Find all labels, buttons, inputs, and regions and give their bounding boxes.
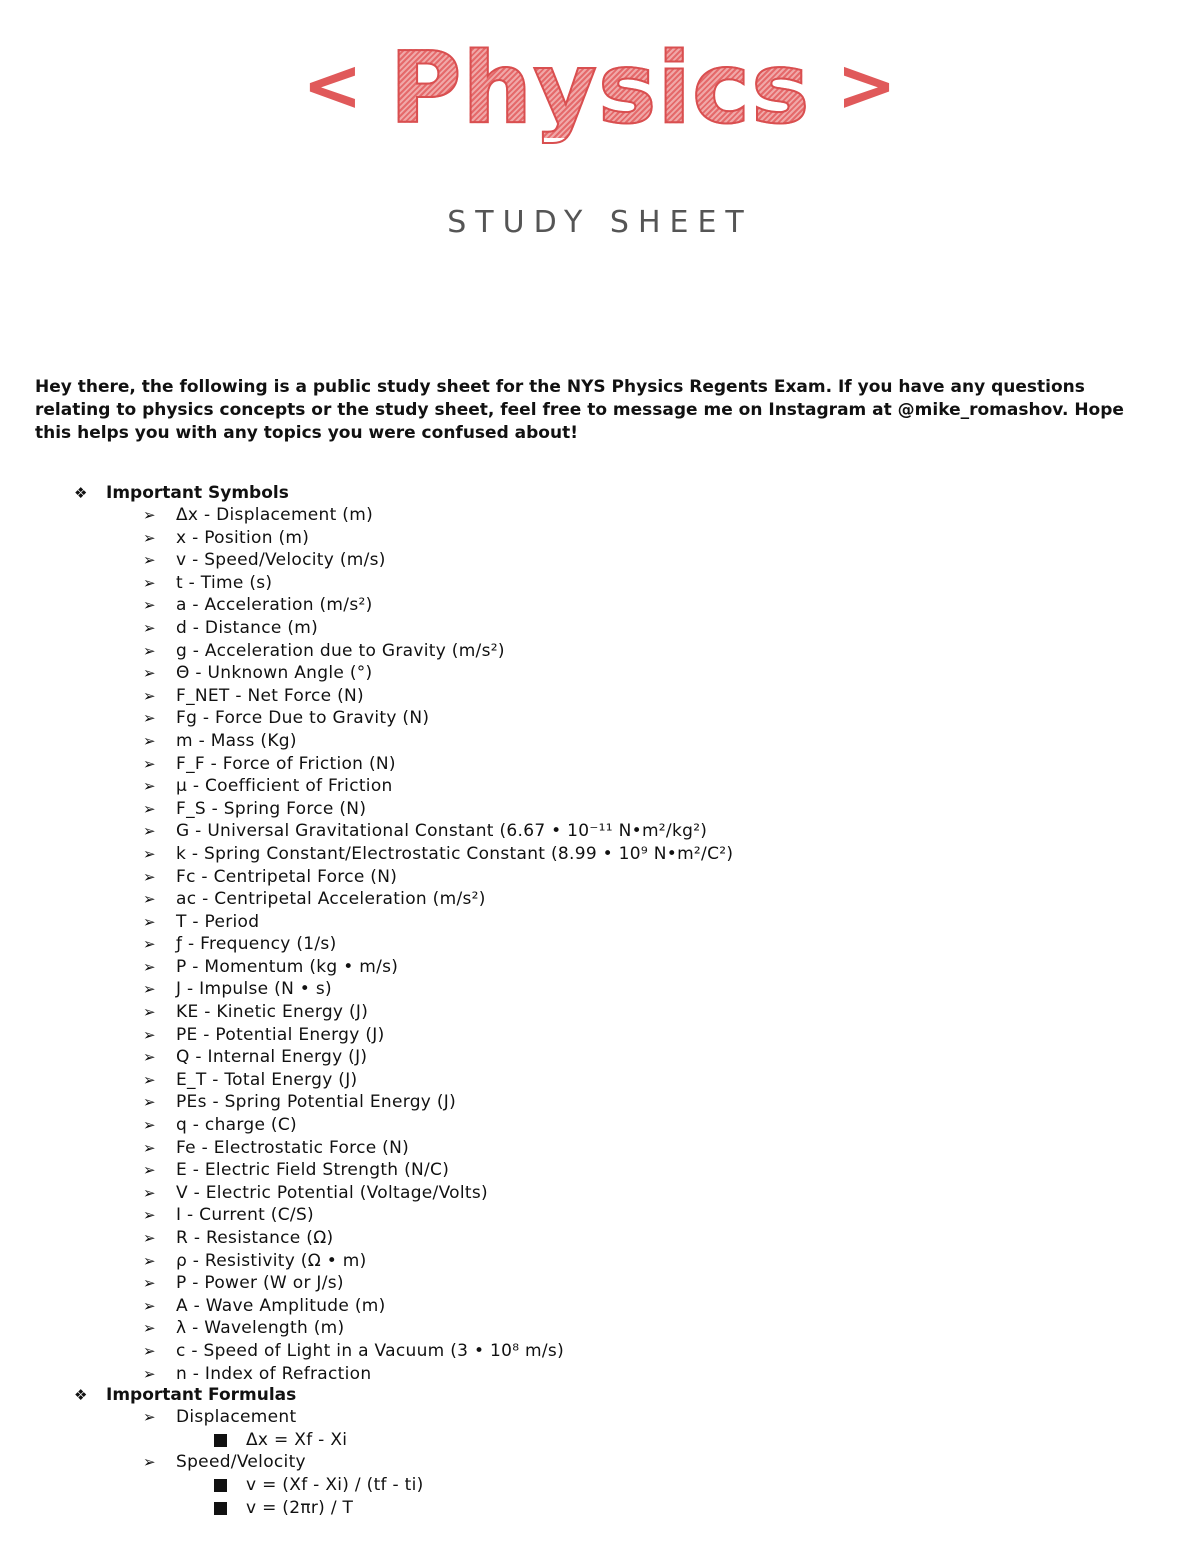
arrow-bullet-icon: ➢: [143, 1251, 156, 1270]
list-item-text: P - Power (W or J/s): [176, 1273, 344, 1294]
arrow-bullet-icon: ➢: [143, 1048, 156, 1067]
list-item-text: Θ - Unknown Angle (°): [176, 663, 373, 684]
formula-group: [0, 1451, 1200, 1474]
list-item-text: λ - Wavelength (m): [176, 1318, 345, 1339]
symbol-item: [0, 504, 1200, 527]
section-important-symbols: [0, 483, 1200, 504]
list-item-text: J - Impulse (N • s): [176, 979, 332, 1000]
list-item-text: R - Resistance (Ω): [176, 1228, 334, 1248]
chevron-left-icon: <: [302, 43, 364, 127]
list-item-text: c - Speed of Light in a Vacuum (3 • 10⁸ m/s): [176, 1340, 565, 1361]
symbol-item: [0, 572, 1200, 595]
diamond-bullet-icon: ❖: [74, 484, 88, 502]
section-heading: Important Symbols: [106, 483, 289, 503]
arrow-bullet-icon: ➢: [143, 822, 156, 841]
symbol-item: [0, 1227, 1200, 1250]
list-item-text: ƒ - Frequency (1/s): [176, 934, 337, 955]
arrow-bullet-icon: ➢: [143, 890, 156, 909]
arrow-bullet-icon: ➢: [143, 1341, 156, 1360]
symbol-item: [0, 1340, 1200, 1363]
arrow-bullet-icon: ➢: [143, 1274, 156, 1293]
list-item-text: a - Acceleration (m/s²): [176, 595, 373, 616]
arrow-bullet-icon: ➢: [143, 935, 156, 954]
section-heading: Important Formulas: [106, 1385, 297, 1406]
arrow-bullet-icon: ➢: [143, 1319, 156, 1338]
arrow-bullet-icon: ➢: [143, 1116, 156, 1135]
symbol-item: [0, 1182, 1200, 1205]
arrow-bullet-icon: ➢: [143, 1025, 156, 1044]
list-item-text: v - Speed/Velocity (m/s): [176, 550, 386, 571]
list-item-text: ac - Centripetal Acceleration (m/s²): [176, 889, 486, 910]
symbol-item: [0, 730, 1200, 753]
symbol-item: [0, 707, 1200, 730]
arrow-bullet-icon: ➢: [143, 1070, 156, 1089]
symbol-item: [0, 753, 1200, 776]
arrow-bullet-icon: ➢: [143, 1364, 156, 1383]
list-item-text: P - Momentum (kg • m/s): [176, 956, 399, 977]
study-content: [0, 483, 1200, 1519]
list-item-text: Fc - Centripetal Force (N): [176, 866, 398, 887]
symbol-item: [0, 820, 1200, 843]
chevron-right-icon: >: [836, 43, 898, 127]
square-bullet-icon: [214, 1479, 227, 1492]
symbol-item: [0, 685, 1200, 708]
arrow-bullet-icon: ➢: [143, 551, 156, 570]
arrow-bullet-icon: ➢: [143, 1093, 156, 1112]
list-item-text: m - Mass (Kg): [176, 730, 297, 751]
arrow-bullet-icon: ➢: [143, 1408, 156, 1427]
symbol-item: [0, 1363, 1200, 1386]
symbol-item: [0, 933, 1200, 956]
list-item-text: n - Index of Refraction: [176, 1363, 372, 1384]
arrow-bullet-icon: ➢: [143, 867, 156, 886]
square-bullet-icon: [214, 1502, 227, 1515]
list-item-text: F_F - Force of Friction (N): [176, 753, 396, 774]
symbol-item: [0, 1091, 1200, 1114]
title-text: Physics: [389, 32, 811, 146]
arrow-bullet-icon: ➢: [143, 1453, 156, 1472]
arrow-bullet-icon: ➢: [143, 664, 156, 683]
arrow-bullet-icon: ➢: [143, 1229, 156, 1247]
symbol-item: [0, 978, 1200, 1001]
list-item-text: I - Current (C/S): [176, 1205, 314, 1226]
formula-text: Δx = Xf - Xi: [246, 1429, 348, 1450]
list-item-text: Q - Internal Energy (J): [176, 1047, 368, 1068]
list-item-text: q - charge (C): [176, 1115, 297, 1136]
symbol-item: [0, 1317, 1200, 1340]
arrow-bullet-icon: ➢: [143, 641, 156, 660]
arrow-bullet-icon: ➢: [143, 573, 156, 592]
symbol-item: [0, 956, 1200, 979]
list-item-text: Fg - Force Due to Gravity (N): [176, 708, 430, 729]
symbol-item: [0, 549, 1200, 572]
arrow-bullet-icon: ➢: [143, 528, 156, 547]
list-item-text: Displacement: [176, 1407, 297, 1428]
list-item-text: μ - Coefficient of Friction: [176, 776, 393, 797]
arrow-bullet-icon: ➢: [143, 1161, 156, 1180]
list-item-text: G - Universal Gravitational Constant (6.67 • 10⁻¹¹ N•m²/kg²): [176, 821, 708, 842]
diamond-bullet-icon: ❖: [74, 1386, 88, 1405]
list-item-text: k - Spring Constant/Electrostatic Constant (8.99 • 10⁹ N•m²/C²): [176, 843, 734, 864]
list-item-text: PEs - Spring Potential Energy (J): [176, 1092, 457, 1113]
symbol-item: [0, 1114, 1200, 1137]
arrow-bullet-icon: ➢: [143, 1138, 156, 1157]
list-item-text: Δx - Displacement (m): [176, 505, 374, 525]
symbol-item: [0, 1250, 1200, 1273]
symbol-item: [0, 1024, 1200, 1047]
list-item-text: ρ - Resistivity (Ω • m): [176, 1250, 367, 1271]
list-item-text: t - Time (s): [176, 572, 273, 593]
formula-row: [0, 1497, 1200, 1520]
symbol-item: [0, 1204, 1200, 1227]
symbol-item: [0, 1001, 1200, 1024]
arrow-bullet-icon: ➢: [143, 777, 156, 796]
section-important-formulas: [0, 1385, 1200, 1406]
symbol-item: [0, 1137, 1200, 1160]
arrow-bullet-icon: ➢: [143, 754, 156, 773]
symbol-item: [0, 1295, 1200, 1318]
list-item-text: g - Acceleration due to Gravity (m/s²): [176, 640, 505, 661]
list-item-text: E_T - Total Energy (J): [176, 1069, 358, 1090]
arrow-bullet-icon: ➢: [143, 844, 156, 863]
symbol-item: [0, 1272, 1200, 1295]
symbol-item: [0, 662, 1200, 685]
list-item-text: x - Position (m): [176, 527, 310, 548]
arrow-bullet-icon: ➢: [143, 1296, 156, 1315]
list-item-text: F_S - Spring Force (N): [176, 798, 367, 819]
symbol-item: [0, 866, 1200, 889]
list-item-text: F_NET - Net Force (N): [176, 685, 364, 706]
list-item-text: Fe - Electrostatic Force (N): [176, 1137, 410, 1158]
formula-row: [0, 1474, 1200, 1497]
arrow-bullet-icon: ➢: [143, 957, 156, 976]
arrow-bullet-icon: ➢: [143, 980, 156, 999]
arrow-bullet-icon: ➢: [143, 1183, 156, 1202]
symbol-item: [0, 617, 1200, 640]
arrow-bullet-icon: ➢: [143, 1206, 156, 1225]
intro-paragraph: Hey there, the following is a public study sheet for the NYS Physics Regents Exam. If you have any questions relating to physics concepts or the study sheet, feel free to message me on Instagram at @mike_romashov. Hope this helps you with any topics you were confused about!: [35, 377, 1124, 443]
symbol-item: [0, 798, 1200, 821]
arrow-bullet-icon: ➢: [143, 618, 156, 637]
formula-row: [0, 1429, 1200, 1452]
list-item-text: KE - Kinetic Energy (J): [176, 1002, 369, 1023]
arrow-bullet-icon: ➢: [143, 731, 156, 750]
arrow-bullet-icon: ➢: [143, 709, 156, 728]
symbol-item: [0, 640, 1200, 663]
symbol-item: [0, 594, 1200, 617]
arrow-bullet-icon: ➢: [143, 596, 156, 615]
list-item-text: d - Distance (m): [176, 617, 319, 638]
formula-text: v = (Xf - Xi) / (tf - ti): [246, 1474, 424, 1495]
arrow-bullet-icon: ➢: [143, 506, 156, 524]
square-bullet-icon: [214, 1434, 227, 1447]
arrow-bullet-icon: ➢: [143, 686, 156, 705]
list-item-text: Speed/Velocity: [176, 1452, 306, 1473]
page-title: [302, 32, 898, 146]
symbol-item: [0, 888, 1200, 911]
title-block: [0, 32, 1200, 146]
arrow-bullet-icon: ➢: [143, 799, 156, 818]
list-item-text: PE - Potential Energy (J): [176, 1024, 385, 1045]
symbol-item: [0, 1046, 1200, 1069]
list-item-text: E - Electric Field Strength (N/C): [176, 1160, 450, 1181]
symbol-item: [0, 911, 1200, 934]
arrow-bullet-icon: ➢: [143, 1003, 156, 1022]
symbol-item: [0, 1069, 1200, 1092]
symbol-item: [0, 843, 1200, 866]
list-item-text: V - Electric Potential (Voltage/Volts): [176, 1182, 488, 1203]
formula-text: v = (2πr) / T: [246, 1497, 354, 1518]
list-item-text: A - Wave Amplitude (m): [176, 1295, 386, 1316]
symbol-item: [0, 527, 1200, 550]
page-subtitle: STUDY SHEET: [447, 205, 753, 240]
symbol-item: [0, 1159, 1200, 1182]
list-item-text: T - Period: [176, 911, 260, 932]
formula-group: [0, 1406, 1200, 1429]
arrow-bullet-icon: ➢: [143, 912, 156, 931]
symbol-item: [0, 775, 1200, 798]
